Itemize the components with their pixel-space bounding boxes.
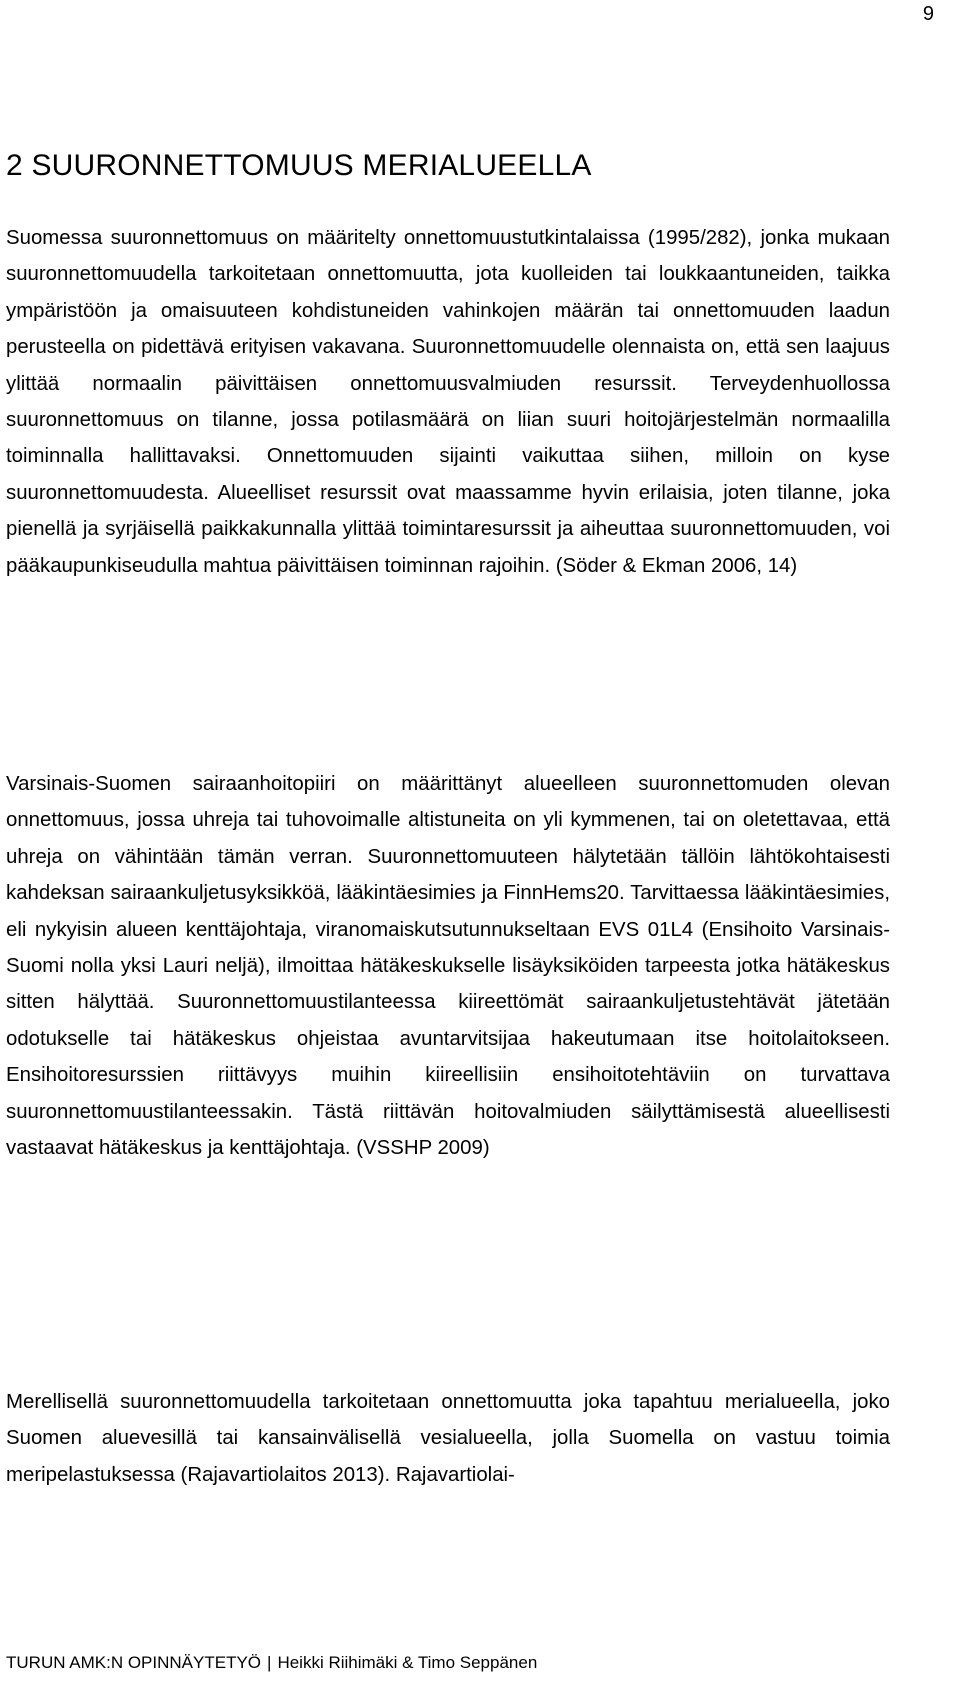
- chapter-number: 2: [6, 149, 23, 182]
- page-number: 9: [922, 3, 934, 25]
- paragraph-vsshp: Varsinais-Suomen sairaanhoitopiiri on määrittänyt alueelleen suuronnettomuden olevan onnettomuus, jossa uhreja tai tuhovoimalle altistuneita on yli kymmenen, tai on oletettavaa, että uhreja on vähintään tämän verran. Suuronnettomuuteen hälytetään tällöin lähtökohtaisesti kahdeksan sairaankuljetusyksikköä, lääkintäesimies ja FinnHems20. Tarvittaessa lääkintäesimies, eli nykyisin alueen kenttäjohtaja, viranomaiskutsutunnukseltaan EVS 01L4 (Ensihoito Varsinais-Suomi nolla yksi Lauri neljä), ilmoittaa hätäkeskukselle lisäyksiköiden tarpeesta jotka hätäkeskus sitten hälyttää. Suuronnettomuustilanteessa kiireettömät sairaankuljetustehtävät jätetään odotukselle tai hätäkeskus ohjeistaa avuntarvitsijaa hakeutumaan itse hoitolaitokseen. Ensihoitoresurssien riittävyys muihin kiireellisiin ensihoitotehtäviin on turvattava suuronnettomuustilanteessakin. Tästä riittävän hoitovalmiuden säilyttämisestä alueellisesti vastaavat hätäkeskus ja kenttäjohtaja. (VSSHP 2009): [6, 773, 890, 1160]
- paragraph-definition: Suomessa suuronnettomuus on määritelty onnettomuustutkintalaissa (1995/282), jonka mukaan suuronnettomuudella tarkoitetaan onnettomuutta, jota kuolleiden tai loukkaantuneiden, taikka ympäristöön ja omaisuuteen kohdistuneiden vahinkojen määrän tai onnettomuuden laadun perusteella on pidettävä erityisen vakavana. Suuronnettomuudelle olennaista on, että sen laajuus ylittää normaalin päivittäisen onnettomuusvalmiuden resurssit. Terveydenhuollossa suuronnettomuus on tilanne, jossa potilasmäärä on liian suuri hoitojärjestelmän normaalilla toiminnalla hallittavaksi. Onnettomuuden sijainti vaikuttaa siihen, milloin on kyse suuronnettomuudesta. Alueelliset resurssit ovat maassamme hyvin erilaisia, joten tilanne, joka pienellä ja syrjäisellä paikkakunnalla ylittää toimintaresurssit ja aiheuttaa suuronnettomuuden, voi pääkaupunkiseudulla mahtua päivittäisen toiminnan rajoihin. (Söder & Ekman 2006, 14): [6, 227, 890, 577]
- chapter-heading: [6, 146, 592, 186]
- page-footer: [6, 1652, 537, 1674]
- footer-separator: |: [267, 1653, 272, 1672]
- footer-authors: Heikki Riihimäki & Timo Seppänen: [277, 1653, 538, 1672]
- paragraph-maritime: Merellisellä suuronnettomuudella tarkoitetaan onnettomuutta joka tapahtuu merialueella, joko Suomen aluevesillä tai kansainvälisellä vesialueella, jolla Suomella on vastuu toimia meripelastuksessa (Rajavartiolaitos 2013). Rajavartiolai-: [6, 1391, 890, 1486]
- chapter-title: SUURONNETTOMUUS MERIALUEELLA: [31, 149, 592, 182]
- footer-publication: TURUN AMK:N OPINNÄYTETYÖ: [6, 1653, 262, 1672]
